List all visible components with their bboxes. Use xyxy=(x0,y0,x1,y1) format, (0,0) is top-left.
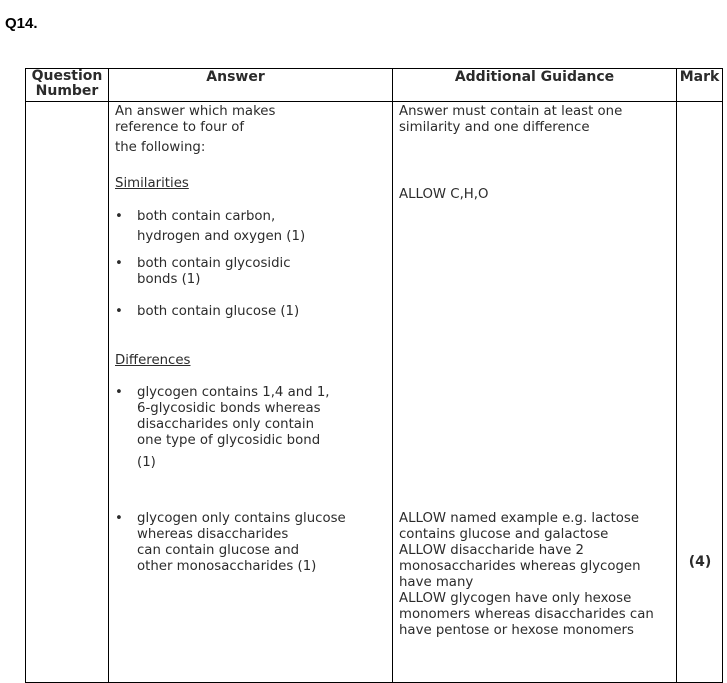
guidance-allow-cho: ALLOW C,H,O xyxy=(399,187,489,202)
guidance-line: similarity and one difference xyxy=(399,120,590,135)
list-item-line: glycogen contains 1,4 and 1, xyxy=(137,385,330,400)
header-question-number xyxy=(26,69,109,102)
header-guidance: Additional Guidance xyxy=(393,69,677,102)
header-question-line-2: Number xyxy=(35,83,99,99)
list-item-line: hydrogen and oxygen (1) xyxy=(137,229,306,244)
list-item-line: one type of glycosidic bond xyxy=(137,433,321,448)
guidance-allow-notes xyxy=(399,511,654,639)
guidance-line: ALLOW disaccharide have 2 xyxy=(399,543,585,558)
intro-line: An answer which makes xyxy=(115,104,276,119)
guidance-line: have many xyxy=(399,575,474,590)
answer-row xyxy=(26,102,723,683)
guidance-line: ALLOW glycogen have only hexose xyxy=(399,591,632,606)
header-answer: Answer xyxy=(109,69,393,102)
bullet-icon: • xyxy=(115,304,123,319)
list-item-line: 6-glycosidic bonds whereas xyxy=(137,401,321,416)
similarities-heading: Similarities xyxy=(115,176,189,191)
question-number-cell xyxy=(26,102,109,683)
mark-value: (4) xyxy=(688,554,712,570)
header-row xyxy=(26,69,723,102)
guidance-line: monosaccharides whereas glycogen xyxy=(399,559,641,574)
list-item-line: (1) xyxy=(137,455,156,470)
intro-line: the following: xyxy=(115,140,206,155)
answer-intro xyxy=(115,104,275,156)
answer-cell xyxy=(109,102,393,683)
list-item-line: glycogen only contains glucose xyxy=(137,511,346,526)
differences-heading: Differences xyxy=(115,353,191,368)
intro-line: reference to four of xyxy=(115,120,245,135)
list-item-line: both contain carbon, xyxy=(137,209,276,224)
list-item-line: disaccharides only contain xyxy=(137,417,315,432)
list-item-line: bonds (1) xyxy=(137,272,201,287)
mark-cell xyxy=(677,102,723,683)
header-question-line-1: Question xyxy=(31,68,103,84)
guidance-requirement xyxy=(399,104,622,136)
guidance-line: Answer must contain at least one xyxy=(399,104,623,119)
bullet-icon: • xyxy=(115,256,123,271)
guidance-line: monomers whereas disaccharides can xyxy=(399,607,654,622)
mark-scheme-table xyxy=(25,68,723,683)
guidance-line: ALLOW named example e.g. lactose xyxy=(399,511,640,526)
list-item-line: both contain glycosidic xyxy=(137,256,291,271)
guidance-line: contains glucose and galactose xyxy=(399,527,609,542)
header-mark: Mark xyxy=(677,69,723,102)
bullet-icon: • xyxy=(115,209,123,224)
list-item-line: can contain glucose and xyxy=(137,543,300,558)
guidance-cell xyxy=(393,102,677,683)
bullet-icon: • xyxy=(115,385,123,400)
bullet-icon: • xyxy=(115,511,123,526)
list-item-line: other monosaccharides (1) xyxy=(137,559,317,574)
list-item-line: whereas disaccharides xyxy=(137,527,289,542)
question-label: Q14. xyxy=(5,15,38,32)
guidance-line: have pentose or hexose monomers xyxy=(399,623,634,638)
list-item-line: both contain glucose (1) xyxy=(137,304,300,319)
